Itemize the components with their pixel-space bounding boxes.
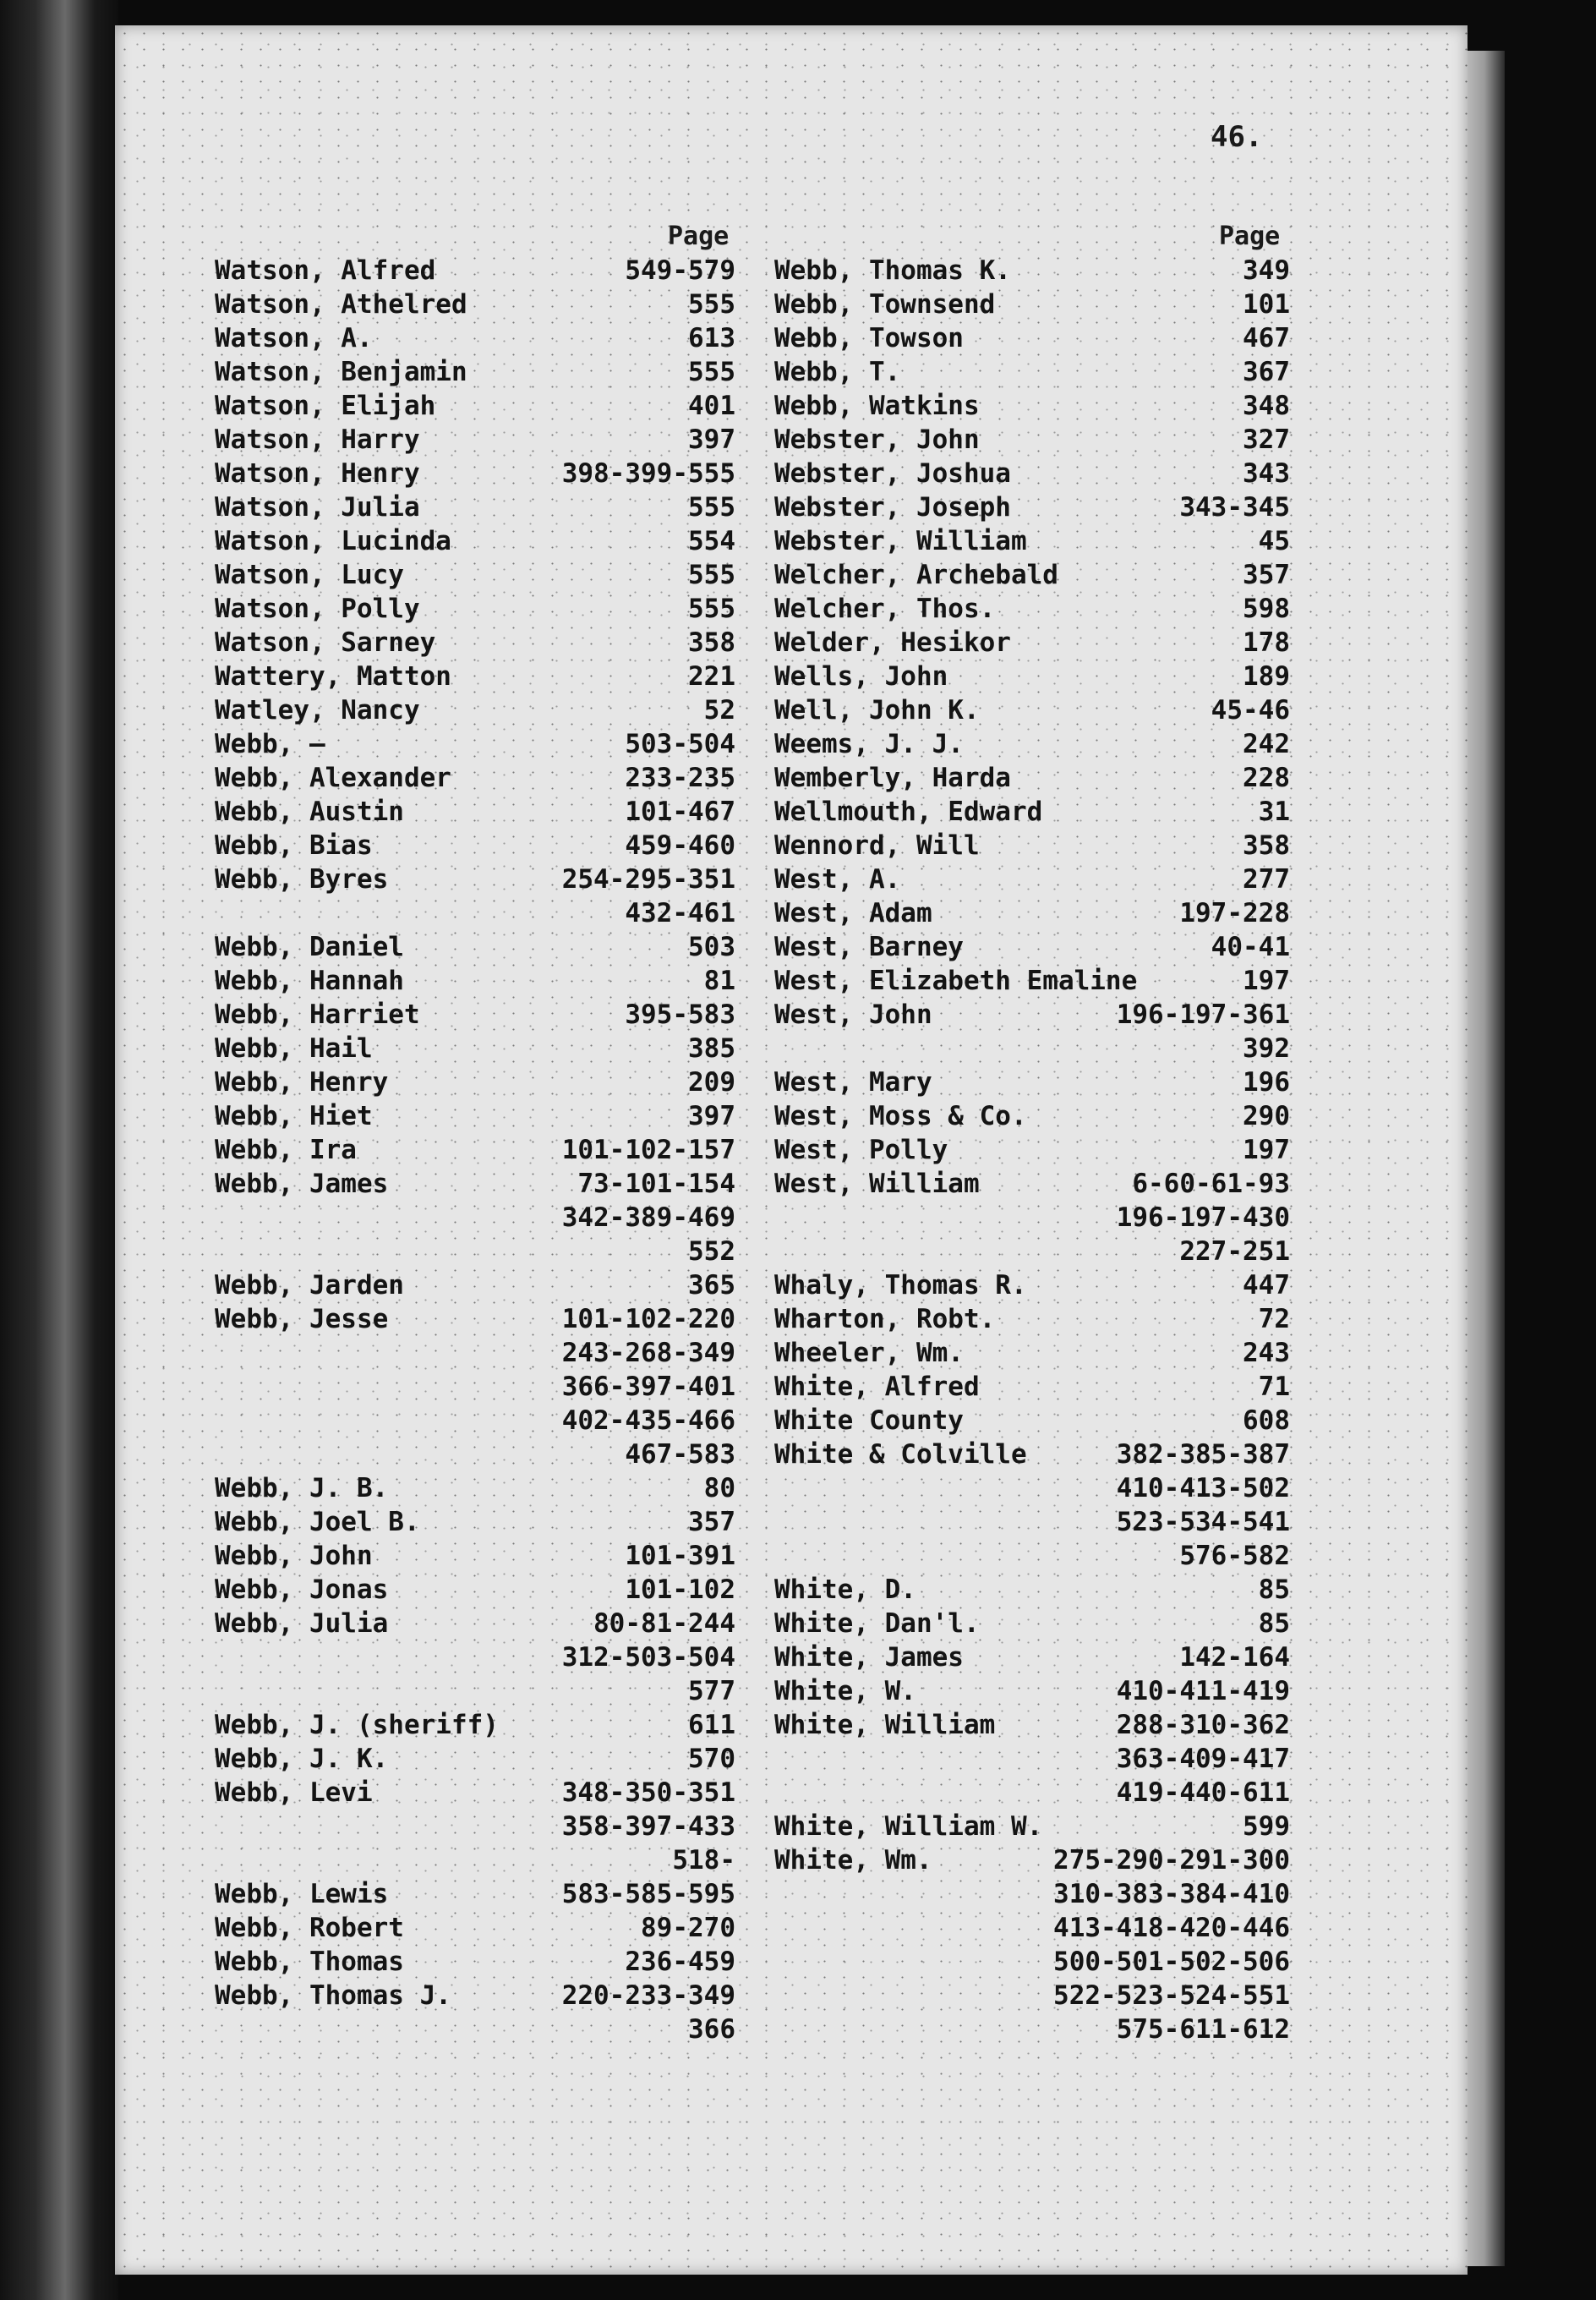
entry-pages: 367	[1243, 357, 1290, 387]
entry-pages: 522-523-524-551	[1053, 1980, 1290, 2011]
entry-pages: 209	[688, 1067, 735, 1098]
entry-pages: 349	[1243, 255, 1290, 286]
right-column-header: Page	[1219, 222, 1281, 251]
left-index-column	[215, 254, 735, 2046]
index-entry	[774, 1370, 1290, 1404]
entry-pages: 342-389-469	[561, 1202, 735, 1233]
entry-pages: 220-233-349	[561, 1980, 735, 2011]
entry-pages: 343-345	[1179, 492, 1290, 523]
entry-name: White, W.	[774, 1676, 916, 1706]
index-entry	[215, 1505, 735, 1539]
index-entry	[215, 1843, 735, 1877]
index-entry	[215, 862, 735, 896]
entry-name: Webb, Jonas	[215, 1574, 389, 1605]
index-entry	[215, 761, 735, 795]
index-entry	[774, 1032, 1290, 1065]
index-entry	[215, 1877, 735, 1911]
entry-name: Watson, Henry	[215, 458, 420, 489]
index-entry	[774, 389, 1290, 423]
index-entry	[215, 1776, 735, 1810]
index-entry	[215, 1573, 735, 1607]
entry-pages: 358-397-433	[561, 1811, 735, 1842]
entry-pages: 348-350-351	[561, 1777, 735, 1808]
index-entry	[215, 1640, 735, 1674]
entry-name: Webb, J. K.	[215, 1744, 389, 1774]
entry-name: Webb, Towson	[774, 323, 964, 353]
index-entry	[215, 660, 735, 693]
entry-pages: 503	[688, 932, 735, 962]
entry-pages: 392	[1243, 1033, 1290, 1064]
entry-name: Watson, Sarney	[215, 627, 436, 658]
index-entry	[774, 829, 1290, 862]
index-entry	[774, 1099, 1290, 1133]
entry-pages: 236-459	[625, 1947, 735, 1977]
entry-pages: 365	[688, 1270, 735, 1301]
entry-name: West, William	[774, 1169, 980, 1199]
index-entry	[215, 1336, 735, 1370]
index-entry	[774, 1167, 1290, 1201]
index-entry	[774, 321, 1290, 355]
index-entry	[215, 592, 735, 626]
entry-pages: 518-	[672, 1845, 735, 1876]
entry-name: White, William W.	[774, 1811, 1043, 1842]
index-entry	[215, 1810, 735, 1843]
entry-name: Watson, Athelred	[215, 289, 467, 320]
entry-pages: 45	[1258, 526, 1290, 556]
entry-name: Webb, Austin	[215, 797, 404, 827]
index-entry	[774, 1742, 1290, 1776]
index-entry	[215, 727, 735, 761]
entry-name: Webster, Joshua	[774, 458, 1011, 489]
entry-name: Webb, Watkins	[774, 391, 980, 421]
entry-pages: 101-391	[625, 1541, 735, 1571]
book-binding-left	[0, 0, 118, 2300]
entry-pages: 40-41	[1211, 932, 1290, 962]
entry-pages: 467	[1243, 323, 1290, 353]
index-entry	[774, 1133, 1290, 1167]
entry-name: Wharton, Robt.	[774, 1304, 996, 1334]
entry-pages: 398-399-555	[561, 458, 735, 489]
entry-name: Watley, Nancy	[215, 695, 420, 726]
entry-name: Watson, Lucy	[215, 560, 404, 590]
entry-pages: 575-611-612	[1116, 2014, 1290, 2045]
index-entry	[774, 1539, 1290, 1573]
index-entry	[215, 795, 735, 829]
index-entry	[215, 1607, 735, 1640]
index-entry	[215, 896, 735, 930]
entry-pages: 357	[688, 1507, 735, 1537]
entry-name: Watson, Julia	[215, 492, 420, 523]
index-entry	[215, 1032, 735, 1065]
entry-name: Webb, Robert	[215, 1913, 404, 1943]
index-entry	[774, 558, 1290, 592]
entry-name: Welcher, Thos.	[774, 594, 996, 624]
index-entry	[774, 1607, 1290, 1640]
entry-pages: 288-310-362	[1116, 1710, 1290, 1740]
index-entry	[215, 998, 735, 1032]
index-entry	[774, 1843, 1290, 1877]
index-entry	[215, 1404, 735, 1438]
entry-pages: 583-585-595	[561, 1879, 735, 1909]
index-entry	[774, 1438, 1290, 1471]
entry-name: Wheeler, Wm.	[774, 1338, 964, 1368]
index-entry	[215, 558, 735, 592]
entry-name: Watson, Lucinda	[215, 526, 451, 556]
index-entry	[215, 1742, 735, 1776]
index-entry	[774, 1640, 1290, 1674]
index-entry	[774, 1877, 1290, 1911]
entry-name: White County	[774, 1405, 964, 1436]
entry-name: White, James	[774, 1642, 964, 1673]
entry-pages: 72	[1258, 1304, 1290, 1334]
entry-name: Webb, James	[215, 1169, 389, 1199]
entry-pages: 503-504	[625, 729, 735, 759]
index-entry	[215, 626, 735, 660]
entry-name: Webb, Hiet	[215, 1101, 373, 1131]
entry-pages: 598	[1243, 594, 1290, 624]
entry-name: White, D.	[774, 1574, 916, 1605]
index-entry	[215, 930, 735, 964]
entry-pages: 447	[1243, 1270, 1290, 1301]
entry-pages: 358	[1243, 830, 1290, 861]
entry-pages: 401	[688, 391, 735, 421]
index-entry	[215, 1133, 735, 1167]
entry-pages: 89-270	[641, 1913, 735, 1943]
entry-pages: 290	[1243, 1101, 1290, 1131]
entry-pages: 432-461	[625, 898, 735, 928]
entry-pages: 196-197-430	[1116, 1202, 1290, 1233]
entry-pages: 555	[688, 492, 735, 523]
entry-name: West, A.	[774, 864, 901, 895]
index-entry	[215, 321, 735, 355]
index-entry	[215, 1235, 735, 1268]
entry-pages: 52	[703, 695, 735, 726]
page-number: 46.	[1211, 120, 1263, 154]
entry-name: Webb, Lewis	[215, 1879, 389, 1909]
entry-pages: 385	[688, 1033, 735, 1064]
entry-name: Webb, J. (sheriff)	[215, 1710, 499, 1740]
index-entry	[774, 1505, 1290, 1539]
entry-pages: 197	[1243, 966, 1290, 996]
entry-pages: 366-397-401	[561, 1372, 735, 1402]
entry-name: Webb, Hail	[215, 1033, 373, 1064]
entry-pages: 197-228	[1179, 898, 1290, 928]
entry-name: Watson, Benjamin	[215, 357, 467, 387]
entry-name: Watson, A.	[215, 323, 373, 353]
index-entry	[774, 490, 1290, 524]
entry-pages: 243	[1243, 1338, 1290, 1368]
entry-name: Webb, Julia	[215, 1608, 389, 1639]
index-entry	[215, 423, 735, 457]
entry-pages: 576-582	[1179, 1541, 1290, 1571]
entry-pages: 189	[1243, 661, 1290, 692]
entry-name: Welcher, Archebald	[774, 560, 1058, 590]
entry-name: West, Mary	[774, 1067, 932, 1098]
index-entry	[774, 1674, 1290, 1708]
entry-pages: 45-46	[1211, 695, 1290, 726]
entry-pages: 555	[688, 560, 735, 590]
entry-pages: 228	[1243, 763, 1290, 793]
index-entry	[215, 1708, 735, 1742]
index-entry	[215, 964, 735, 998]
entry-name: Wells, John	[774, 661, 948, 692]
entry-pages: 343	[1243, 458, 1290, 489]
entry-name: Watson, Harry	[215, 424, 420, 455]
index-entry	[774, 727, 1290, 761]
entry-name: Webb, Joel B.	[215, 1507, 420, 1537]
entry-pages: 410-413-502	[1116, 1473, 1290, 1503]
entry-pages: 555	[688, 357, 735, 387]
index-entry	[215, 1911, 735, 1945]
entry-pages: 178	[1243, 627, 1290, 658]
index-entry	[215, 1201, 735, 1235]
index-entry	[215, 1979, 735, 2012]
index-entry	[215, 490, 735, 524]
entry-pages: 410-411-419	[1116, 1676, 1290, 1706]
index-entry	[215, 829, 735, 862]
index-entry	[215, 288, 735, 321]
index-entry	[774, 1776, 1290, 1810]
entry-name: Wennord, Will	[774, 830, 980, 861]
index-entry	[774, 355, 1290, 389]
entry-name: Webb, John	[215, 1541, 373, 1571]
entry-name: Webb, J. B.	[215, 1473, 389, 1503]
index-entry	[215, 457, 735, 490]
entry-pages: 31	[1258, 797, 1290, 827]
entry-pages: 227-251	[1179, 1236, 1290, 1267]
entry-name: West, Moss & Co.	[774, 1101, 1027, 1131]
entry-pages: 577	[688, 1676, 735, 1706]
index-entry	[774, 1065, 1290, 1099]
entry-pages: 101-102-220	[561, 1304, 735, 1334]
index-entry	[774, 761, 1290, 795]
entry-pages: 243-268-349	[561, 1338, 735, 1368]
entry-name: Weems, J. J.	[774, 729, 964, 759]
index-entry	[774, 457, 1290, 490]
entry-name: Webb, Thomas J.	[215, 1980, 451, 2011]
entry-name: Webb, Jesse	[215, 1304, 389, 1334]
index-entry	[774, 626, 1290, 660]
index-entry	[774, 592, 1290, 626]
index-entry	[774, 660, 1290, 693]
entry-name: Whaly, Thomas R.	[774, 1270, 1027, 1301]
entry-pages: 327	[1243, 424, 1290, 455]
entry-name: White, Wm.	[774, 1845, 932, 1876]
entry-pages: 366	[688, 2014, 735, 2045]
entry-name: Webb, Harriet	[215, 999, 420, 1030]
index-entry	[774, 1945, 1290, 1979]
index-entry	[774, 795, 1290, 829]
index-entry	[215, 389, 735, 423]
entry-name: Webb, Levi	[215, 1777, 373, 1808]
entry-pages: 101-102	[625, 1574, 735, 1605]
index-entry	[774, 1911, 1290, 1945]
entry-pages: 101-102-157	[561, 1135, 735, 1165]
entry-pages: 242	[1243, 729, 1290, 759]
entry-name: Wemberly, Harda	[774, 763, 1011, 793]
index-entry	[215, 1268, 735, 1302]
entry-pages: 358	[688, 627, 735, 658]
entry-pages: 73-101-154	[577, 1169, 735, 1199]
index-entry	[215, 355, 735, 389]
entry-pages: 196-197-361	[1116, 999, 1290, 1030]
entry-pages: 85	[1258, 1608, 1290, 1639]
entry-pages: 85	[1258, 1574, 1290, 1605]
index-entry	[215, 1945, 735, 1979]
entry-name: Webb, Thomas K.	[774, 255, 1011, 286]
entry-pages: 552	[688, 1236, 735, 1267]
entry-name: White & Colville	[774, 1439, 1027, 1470]
entry-pages: 80	[703, 1473, 735, 1503]
index-entry	[774, 288, 1290, 321]
index-entry	[215, 693, 735, 727]
entry-pages: 397	[688, 1101, 735, 1131]
index-entry	[774, 998, 1290, 1032]
entry-pages: 310-383-384-410	[1053, 1879, 1290, 1909]
entry-name: Webb, Ira	[215, 1135, 357, 1165]
entry-name: Webb, Alexander	[215, 763, 451, 793]
entry-name: Webb, Thomas	[215, 1947, 404, 1977]
entry-name: West, Adam	[774, 898, 932, 928]
index-entry	[215, 2012, 735, 2046]
entry-name: West, John	[774, 999, 932, 1030]
entry-name: Webb, Jarden	[215, 1270, 404, 1301]
entry-pages: 221	[688, 661, 735, 692]
entry-pages: 402-435-466	[561, 1405, 735, 1436]
index-entry	[774, 1235, 1290, 1268]
entry-name: West, Polly	[774, 1135, 948, 1165]
entry-pages: 500-501-502-506	[1053, 1947, 1290, 1977]
entry-pages: 555	[688, 289, 735, 320]
entry-pages: 363-409-417	[1116, 1744, 1290, 1774]
entry-name: Webb, —	[215, 729, 325, 759]
index-entry	[774, 524, 1290, 558]
index-entry	[774, 1404, 1290, 1438]
index-entry	[215, 1099, 735, 1133]
entry-pages: 608	[1243, 1405, 1290, 1436]
entry-pages: 395-583	[625, 999, 735, 1030]
entry-name: White, Dan'l.	[774, 1608, 980, 1639]
entry-name: Wattery, Matton	[215, 661, 451, 692]
entry-pages: 254-295-351	[561, 864, 735, 895]
entry-pages: 523-534-541	[1116, 1507, 1290, 1537]
index-entry	[215, 1438, 735, 1471]
entry-pages: 71	[1258, 1372, 1290, 1402]
index-entry	[774, 1268, 1290, 1302]
entry-pages: 196	[1243, 1067, 1290, 1098]
entry-pages: 312-503-504	[561, 1642, 735, 1673]
entry-name: Webb, T.	[774, 357, 901, 387]
entry-name: Webb, Bias	[215, 830, 373, 861]
entry-pages: 570	[688, 1744, 735, 1774]
entry-pages: 459-460	[625, 830, 735, 861]
entry-pages: 413-418-420-446	[1053, 1913, 1290, 1943]
index-entry	[774, 896, 1290, 930]
index-entry	[215, 1167, 735, 1201]
index-entry	[215, 1370, 735, 1404]
entry-pages: 599	[1243, 1811, 1290, 1842]
index-entry	[215, 1539, 735, 1573]
entry-name: Webb, Henry	[215, 1067, 389, 1098]
index-entry	[774, 862, 1290, 896]
index-entry	[774, 1302, 1290, 1336]
index-entry	[215, 1674, 735, 1708]
entry-pages: 613	[688, 323, 735, 353]
right-index-column	[774, 254, 1290, 2046]
entry-pages: 467-583	[625, 1439, 735, 1470]
entry-name: Webster, Joseph	[774, 492, 1011, 523]
entry-name: White, Alfred	[774, 1372, 980, 1402]
entry-pages: 101-467	[625, 797, 735, 827]
entry-pages: 611	[688, 1710, 735, 1740]
entry-name: Webb, Byres	[215, 864, 389, 895]
entry-name: Well, John K.	[774, 695, 980, 726]
entry-name: West, Elizabeth Emaline	[774, 966, 1138, 996]
index-entry	[215, 1302, 735, 1336]
entry-name: Wellmouth, Edward	[774, 797, 1043, 827]
index-entry	[774, 1336, 1290, 1370]
index-entry	[215, 1065, 735, 1099]
index-entry	[774, 693, 1290, 727]
index-entry	[215, 254, 735, 288]
entry-pages: 101	[1243, 289, 1290, 320]
entry-pages: 275-290-291-300	[1053, 1845, 1290, 1876]
index-entry	[215, 524, 735, 558]
entry-pages: 397	[688, 424, 735, 455]
entry-name: Welder, Hesikor	[774, 627, 1011, 658]
entry-pages: 419-440-611	[1116, 1777, 1290, 1808]
index-entry	[774, 1471, 1290, 1505]
entry-name: Watson, Polly	[215, 594, 420, 624]
entry-name: Webb, Hannah	[215, 966, 404, 996]
index-entry	[774, 1201, 1290, 1235]
entry-pages: 277	[1243, 864, 1290, 895]
entry-pages: 142-164	[1179, 1642, 1290, 1673]
entry-pages: 233-235	[625, 763, 735, 793]
index-entry	[774, 1708, 1290, 1742]
entry-name: Webster, John	[774, 424, 980, 455]
entry-pages: 382-385-387	[1116, 1439, 1290, 1470]
entry-pages: 554	[688, 526, 735, 556]
left-column-header: Page	[668, 222, 730, 251]
entry-pages: 81	[703, 966, 735, 996]
entry-pages: 6-60-61-93	[1132, 1169, 1290, 1199]
entry-name: Watson, Alfred	[215, 255, 436, 286]
entry-name: White, William	[774, 1710, 996, 1740]
index-entry	[774, 964, 1290, 998]
entry-pages: 197	[1243, 1135, 1290, 1165]
entry-pages: 357	[1243, 560, 1290, 590]
entry-pages: 549-579	[625, 255, 735, 286]
entry-name: West, Barney	[774, 932, 964, 962]
entry-name: Webster, William	[774, 526, 1027, 556]
index-entry	[774, 1573, 1290, 1607]
entry-pages: 348	[1243, 391, 1290, 421]
entry-name: Webb, Daniel	[215, 932, 404, 962]
index-entry	[774, 254, 1290, 288]
index-entry	[774, 1810, 1290, 1843]
index-entry	[774, 423, 1290, 457]
entry-name: Webb, Townsend	[774, 289, 996, 320]
entry-pages: 80-81-244	[593, 1608, 735, 1639]
index-entry	[774, 930, 1290, 964]
entry-pages: 555	[688, 594, 735, 624]
index-entry	[774, 1979, 1290, 2012]
index-entry	[774, 2012, 1290, 2046]
index-entry	[215, 1471, 735, 1505]
entry-name: Watson, Elijah	[215, 391, 436, 421]
